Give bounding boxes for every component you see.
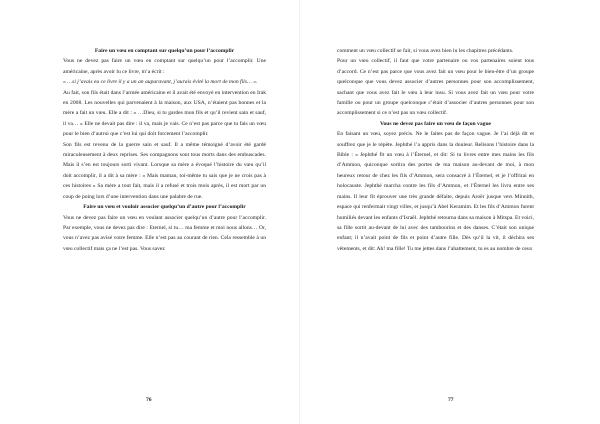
section-heading: Faire un vœu et vouloir associer quelqu’un d’autre pour l’accomplir bbox=[83, 204, 246, 211]
paragraph: Vous ne devez pas faire un vœu en voulant associer quelqu’un d’autre pour l’accomplir. Par exemple, vous ne devez pas dire : Eternel, si tu… ma femme et moi nous allons… Or, vous n’avez pas avisé votre femme. Elle n’est pas au courant de rien. Cela ressemble à un vœu collectif mais ça ne l’est pas. Vous savez bbox=[63, 214, 266, 252]
quote-paragraph: « …si j’avais eu ce livre il y a un an auparavant, j’aurais évité la mort de mon fils… ». bbox=[63, 79, 258, 86]
right-page-text bbox=[337, 46, 534, 254]
section-heading: Faire un vœu en comptant sur quelqu’un pour l’accomplir bbox=[94, 48, 235, 54]
page-number-left: 76 bbox=[146, 397, 152, 403]
paragraph: Vous ne devez pas faire un vœu en comptant sur quelqu’un pour l’accomplir. Une américaine, après avoir lu ce livre, m’a écrit : bbox=[63, 58, 266, 75]
section-heading: Vous ne devez pas faire un vœu de façon vague bbox=[379, 120, 492, 127]
page-number-right: 77 bbox=[448, 397, 454, 403]
paragraph: Au fait, son fils était dans l’armée américaine et il avait été envoyé en intervention en Irak en 2008. Les nouvelles qui parvenaient à la maison, aux USA, n’étaient pas bonnes et la mère a fait un vœu. Elle a dit : « …Dieu, si tu gardes mon fils et qu’il revient sain et sauf, il va… » Elle ne devait pas dire : il va, mais je vais. Ce n’est pas parce que tu fais un vœu pour le bien d’autrui que c’est lui qui doit forcement l’accomplir. bbox=[63, 89, 266, 138]
paragraph: comment un vœu collectif se fait, si vous avez bien lu les chapitres précédants. bbox=[337, 48, 514, 54]
left-page-text bbox=[63, 46, 266, 254]
paragraph: En faisant un vœu, soyez précis. Ne le faites pas de façon vague. Je l’ai déjà dit et souffrez que je le répète. Jephthé l’a appris dans la douleur. Relisons l’histoire dans la Bible : « Jephthé fit un vœu à l’Éternel, et dit: Si tu livres entre mes mains les fils d’Ammon, quiconque sortira des portes de ma maison au-devant de moi, à mon heureux retour de chez les fils d’Ammon, sera consacré à l’Éternel, et je l’offrirai en holocauste. Jephthé marcha contre les fils d’Ammon, et l’Éternel les livra entre ses mains. Il leur fit éprouver une très grande défaite, depuis Aroër jusque vers Minnith, espace qui renfermait vingt villes, et jusqu’à Abel Keramim. Et les fils d’Ammon furent humiliés devant les enfants d’Israël. Jephthé retourna dans sa maison à Mitspa. Et voici, sa fille sortit au-devant de lui avec des tambourins et des danses. C’était son unique enfant; il n’avait point de fils et point d’autre fille. Dès qu’il la vit, il déchira ses vêtements, et dit: Ah! ma fille! Tu me jettes dans l’abattement, tu es au nombre de ceux bbox=[337, 131, 534, 252]
paragraph: Son fils est revenu de la guerre sain et sauf. Il a même témoigné d’avoir été gardé miraculeusement à deux reprises. Ses compagnons sont tous morts dans des embuscades. Mais il s’en est toujours sorti vivant. Lorsque sa mère a évoqué l’histoire du vœu qu’il doit accomplir, il a dit à sa mère : « Mais maman, toi-même tu sais que je ne crois pas à ces histoires » Sa mère a tout fait, mais il a refusé et trois mois après, il est mort par un coup de poing lors d’une intervention dans une palabre de rue. bbox=[63, 141, 266, 200]
paragraph: Pour un vœu collectif, il faut que votre partenaire ou vos partenaires soient tous d’accord. Ce n’est pas parce que vous avez fait un vœu pour le bien-être d’un groupe quelconque que vous devez associer d’autres personnes pour son accomplissement, sachant que vous avez fait le vœu à leur insu. Si vous avez fait un vœu pour votre famille ou pour un groupe quelconque c’était d’associer d’autres personnes pour son accomplissement si ce n’est pas un vœu collectif. bbox=[337, 58, 534, 117]
right-page bbox=[300, 0, 600, 424]
